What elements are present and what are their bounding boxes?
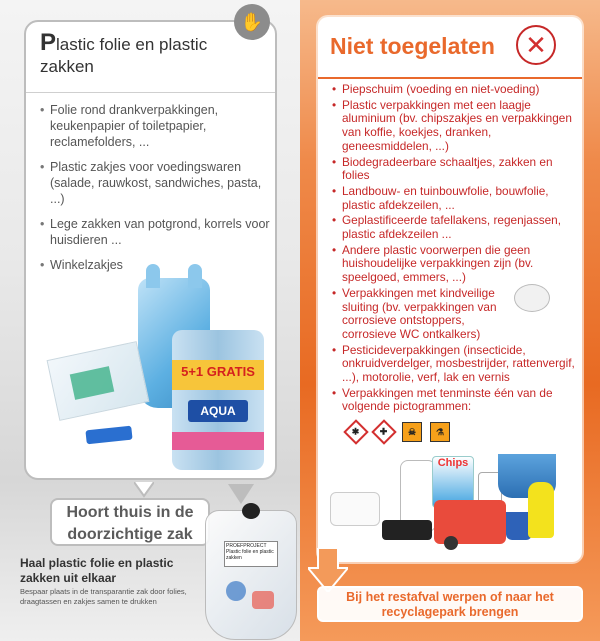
transparent-bag	[205, 510, 297, 640]
not-allowed-item: • Verpakkingen met tenminste één van de volgende pictogrammen:	[332, 387, 576, 414]
allowed-title-rest: lastic folie en plastic zakken	[40, 35, 208, 76]
not-allowed-item: • Biodegradeerbare schaaltjes, zakken en folies	[332, 156, 576, 183]
not-allowed-item: • Geplastificeerde tafellakens, regenjassen, plastic afdekzeilen ...	[332, 214, 576, 241]
snack-wrapper	[85, 426, 132, 445]
allowed-title	[40, 29, 260, 78]
multipack-stripe	[172, 432, 264, 450]
rubber-glove	[528, 482, 554, 538]
black-tray	[382, 520, 432, 540]
bag-knot	[242, 503, 260, 519]
not-allowed-item: • Plastic verpakkingen met een laagje aluminium (bv. chipszakjes en verpakkingen van koffie, koekjes, dranken, geneesmiddelen, ...)	[332, 99, 576, 154]
toxic-icon: ☠	[402, 422, 422, 442]
cross-icon: ✕	[516, 25, 556, 65]
not-allowed-illustration	[330, 450, 580, 555]
allowed-list	[40, 102, 272, 282]
not-allowed-item: • Verpakkingen met kindveilige sluiting (bv. verpakkingen van corrosieve ontstoppers, corrosieve WC ontkalkers)	[332, 287, 497, 342]
not-allowed-list	[332, 83, 576, 416]
bag-label: PROEFPROJECT Plastic folie en plastic zakken	[224, 541, 278, 567]
speech-pointer	[134, 482, 154, 498]
bottle-brand: AQUA	[188, 400, 248, 422]
toy-truck	[434, 500, 506, 544]
allowed-item: • Winkelzakjes	[40, 257, 272, 273]
allowed-title-initial: P	[40, 29, 57, 56]
not-allowed-item: • Pesticideverpakkingen (insecticide, onkruidverdelger, mosbestrijder, rattenvergif, ...), motorolie, verf, lak en vernis	[332, 344, 576, 385]
corrosive-icon: ⚗	[430, 422, 450, 442]
destination-speech-bubble: Hoort thuis in de doorzichtige zak	[50, 498, 210, 546]
environment-hazard-icon: ✚	[371, 419, 396, 444]
chips-bag: Chips	[432, 456, 474, 508]
bag-content	[252, 591, 274, 609]
allowed-item: • Lege zakken van potgrond, korrels voor huisdieren ...	[40, 216, 272, 248]
child-safe-cap	[514, 284, 550, 312]
not-allowed-title: Niet toegelaten	[330, 33, 495, 59]
allowed-illustration	[30, 270, 270, 470]
allowed-item: • Folie rond drankverpakkingen, keukenpapier of toiletpapier, reclamefolders, ...	[40, 102, 272, 150]
not-allowed-item: • Piepschuim (voeding en niet-voeding)	[332, 83, 576, 97]
not-allowed-item: • Andere plastic voorwerpen die geen huishoudelijke verpakkingen zijn (bv. speelgoed, emmers, ...)	[332, 244, 576, 285]
residual-waste-instruction: Bij het restafval werpen of naar het recyclagepark brengen	[317, 586, 583, 622]
hand-icon: ✋	[234, 4, 270, 40]
bag-content	[226, 581, 246, 601]
separate-instruction: Haal plastic folie en plastic zakken uit elkaar	[20, 556, 174, 585]
multipack-promo: 5+1 GRATIS	[181, 364, 255, 379]
bottle-multipack	[172, 330, 264, 470]
hazard-pictograms	[344, 420, 452, 444]
allowed-item: • Plastic zakjes voor voedingswaren (salade, rauwkost, sandwiches, pasta, ...)	[40, 159, 272, 207]
title-divider	[26, 92, 275, 93]
not-allowed-header	[318, 17, 582, 79]
save-space-tip: Bespaar plaats in de transparantie zak door folies, draagtassen en zakjes samen te drukken	[20, 587, 187, 606]
health-hazard-icon: ✱	[343, 419, 368, 444]
not-allowed-item: • Landbouw- en tuinbouwfolie, bouwfolie, plastic afdekzeilen, ...	[332, 185, 576, 212]
styrofoam	[330, 492, 380, 526]
